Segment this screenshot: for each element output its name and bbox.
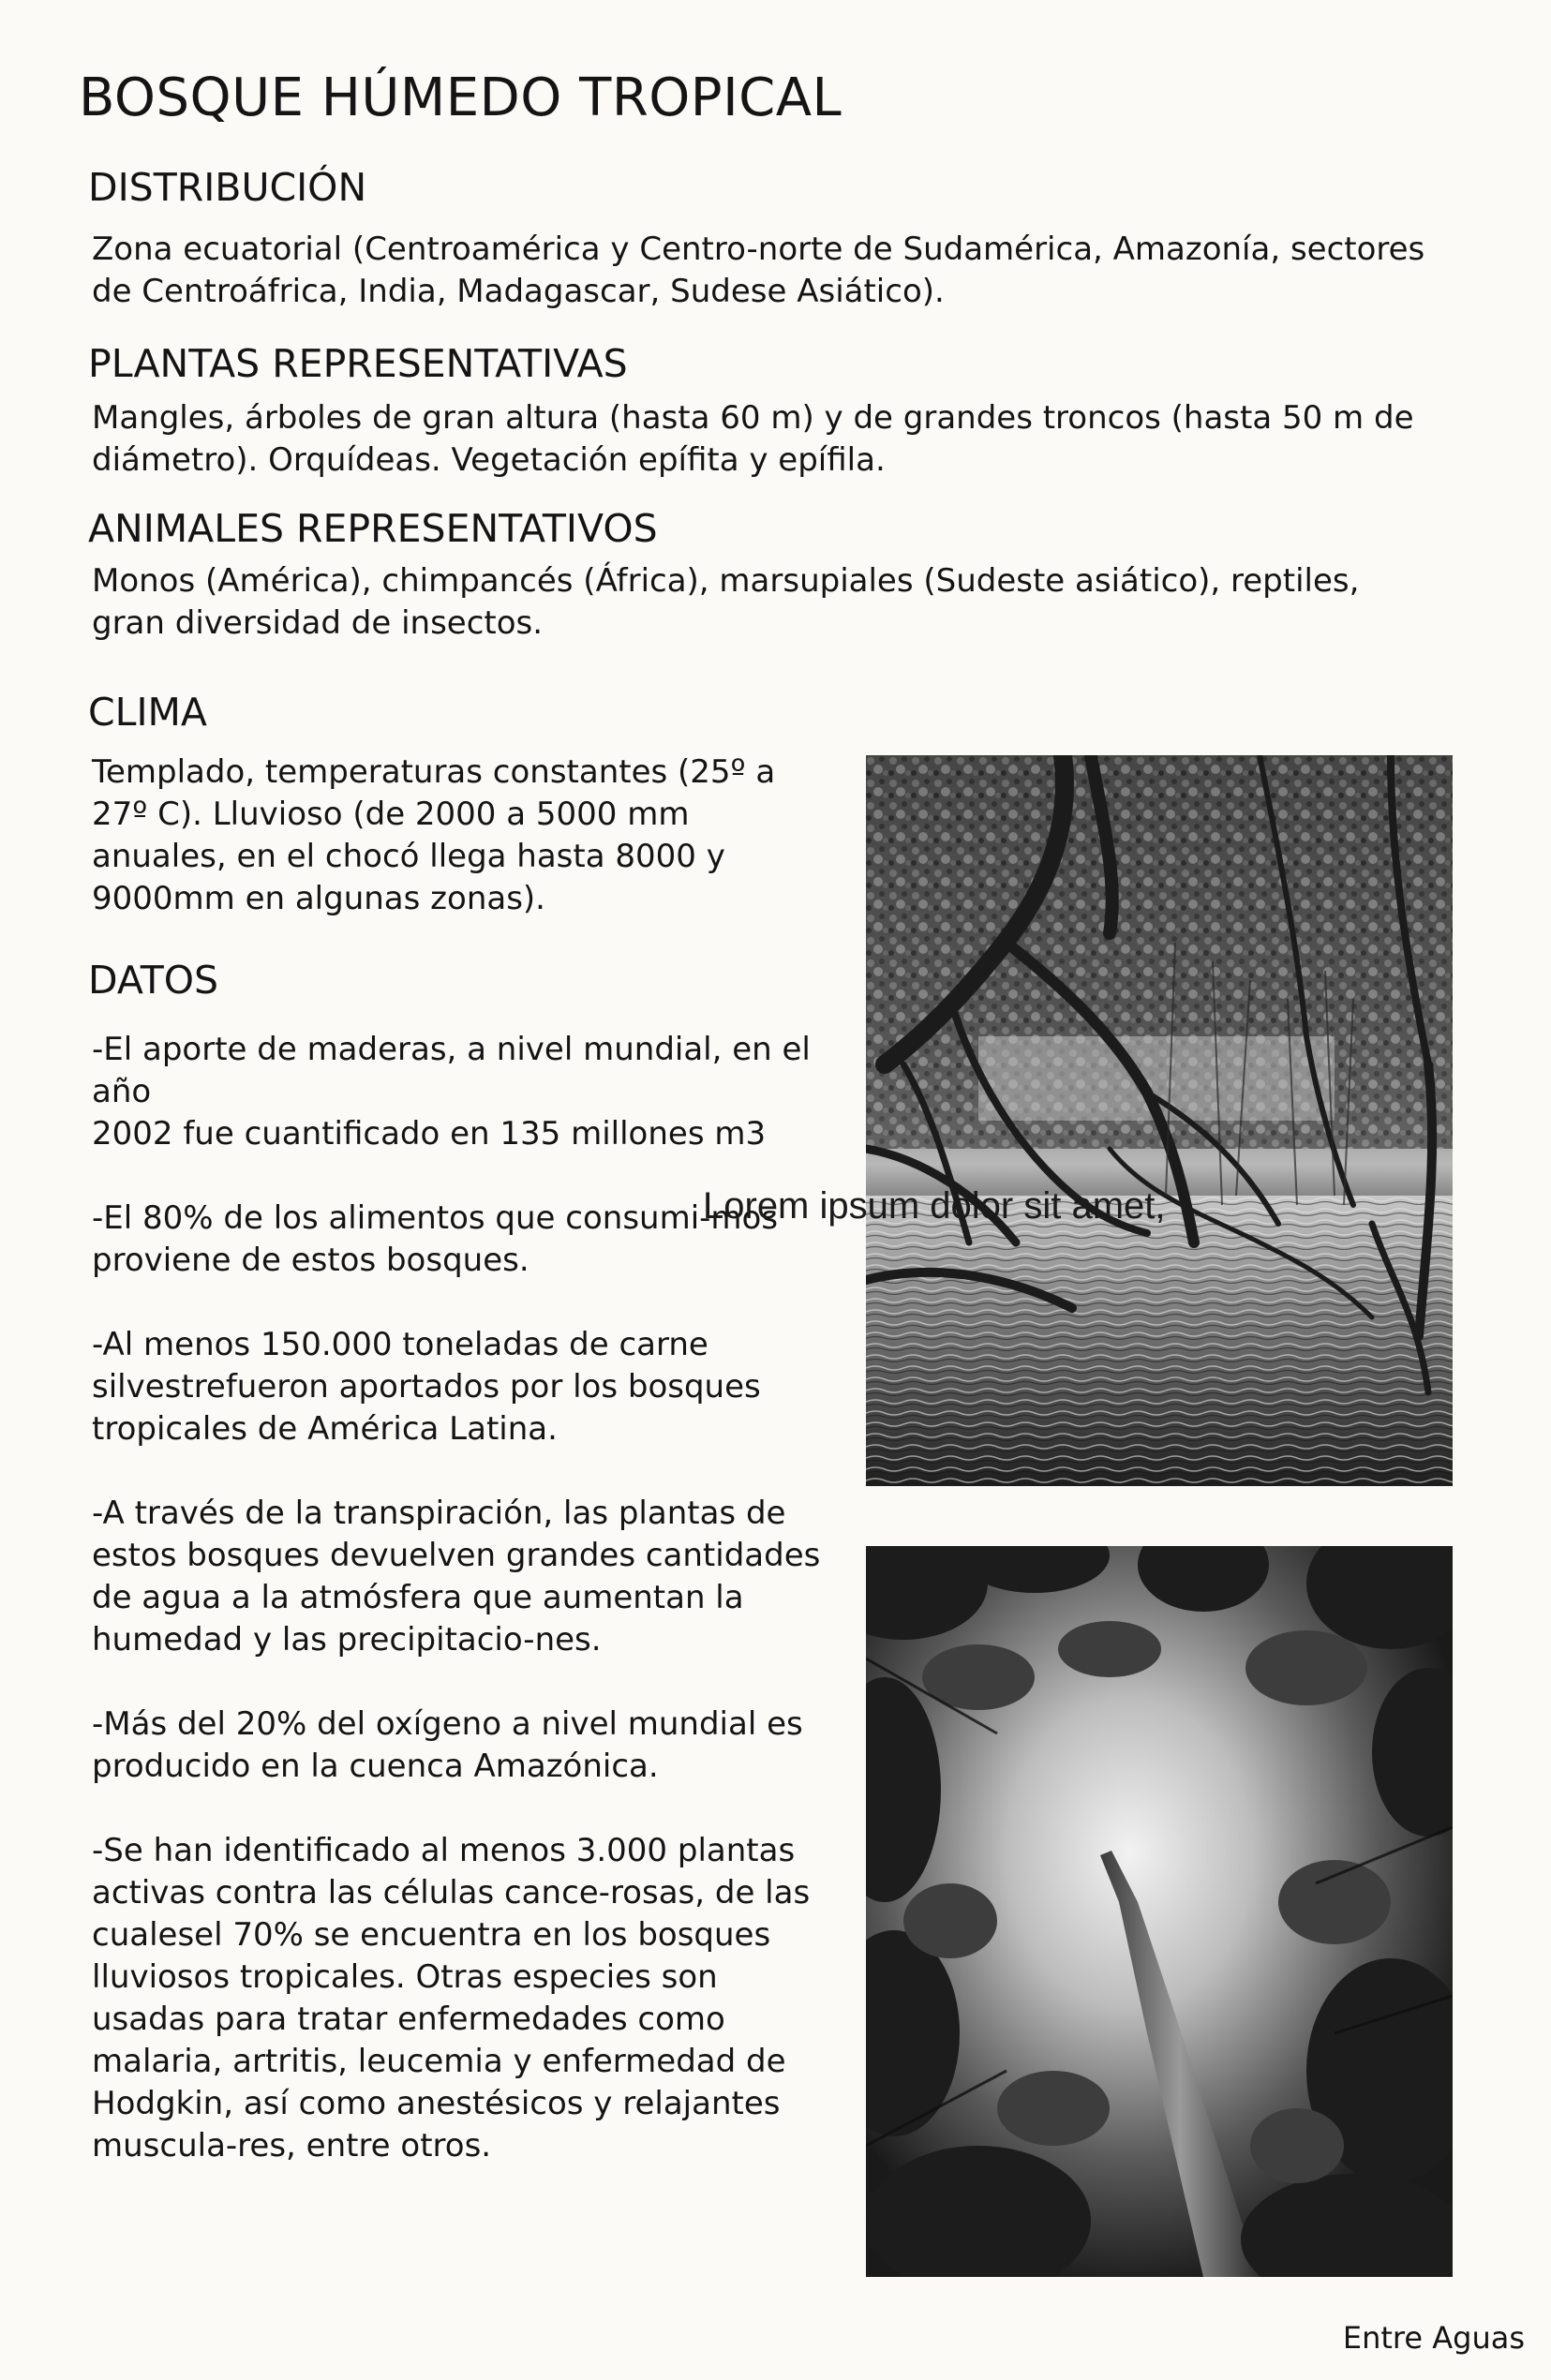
text-distribucion: Zona ecuatorial (Centroamérica y Centro-norte de Sudamérica, Amazonía, sectores de Centroáfrica, India, Madagascar, Sudese Asiático). bbox=[92, 231, 1425, 310]
heading-animales: ANIMALES REPRESENTATIVOS bbox=[88, 506, 658, 551]
datos-item: -A través de la transpiración, las plantas de estos bosques devuelven grandes cantidades de agua a la atmósfera que aumentan la humedad y las precipitacio-nes. bbox=[92, 1495, 821, 1659]
datos-item: -El aporte de maderas, a nivel mundial, en el año 2002 fue cuantificado en 135 millones m3 bbox=[92, 1031, 811, 1153]
page-title: BOSQUE HÚMEDO TROPICAL bbox=[79, 67, 843, 128]
placeholder-overlay-text: Lorem ipsum dolor sit amet, bbox=[703, 1185, 1166, 1227]
datos-item: -Se han identificado al menos 3.000 plantas activas contra las células cance-rosas, de las cualesel 70% se encuentra en los bosques lluviosos tropicales. Otras especies son usadas para tratar enfermedades como malaria, artritis, leucemia y enfermedad de Hodgkin, así como anestésicos y relajantes muscula-res, entre otros. bbox=[92, 1832, 811, 2164]
mangrove-photo bbox=[866, 755, 1453, 1486]
datos-item: -Más del 20% del oxígeno a nivel mundial es producido en la cuenca Amazónica. bbox=[92, 1705, 803, 1785]
heading-distribucion: DISTRIBUCIÓN bbox=[88, 165, 367, 210]
text-plantas: Mangles, árboles de gran altura (hasta 60 m) y de grandes troncos (hasta 50 m de diámetro). Orquídeas. Vegetación epífita y epífila. bbox=[92, 399, 1414, 479]
text-animales: Monos (América), chimpancés (África), marsupiales (Sudeste asiático), reptiles, gran diversidad de insectos. bbox=[92, 562, 1360, 642]
text-clima: Templado, temperaturas constantes (25º a 27º C). Lluvioso (de 2000 a 5000 mm anuales, en el chocó llega hasta 8000 y 9000mm en algunas zonas). bbox=[92, 753, 776, 917]
datos-item: -El 80% de los alimentos que consumi-mos proviene de estos bosques. bbox=[92, 1199, 779, 1279]
canopy-photo bbox=[866, 1546, 1453, 2277]
heading-plantas: PLANTAS REPRESENTATIVAS bbox=[88, 341, 628, 386]
footer-credit: Entre Aguas bbox=[1342, 2320, 1525, 2356]
heading-clima: CLIMA bbox=[88, 690, 207, 735]
heading-datos: DATOS bbox=[88, 958, 219, 1003]
datos-item: -Al menos 150.000 toneladas de carne silvestrefueron aportados por los bosques tropicales de América Latina. bbox=[92, 1326, 761, 1448]
